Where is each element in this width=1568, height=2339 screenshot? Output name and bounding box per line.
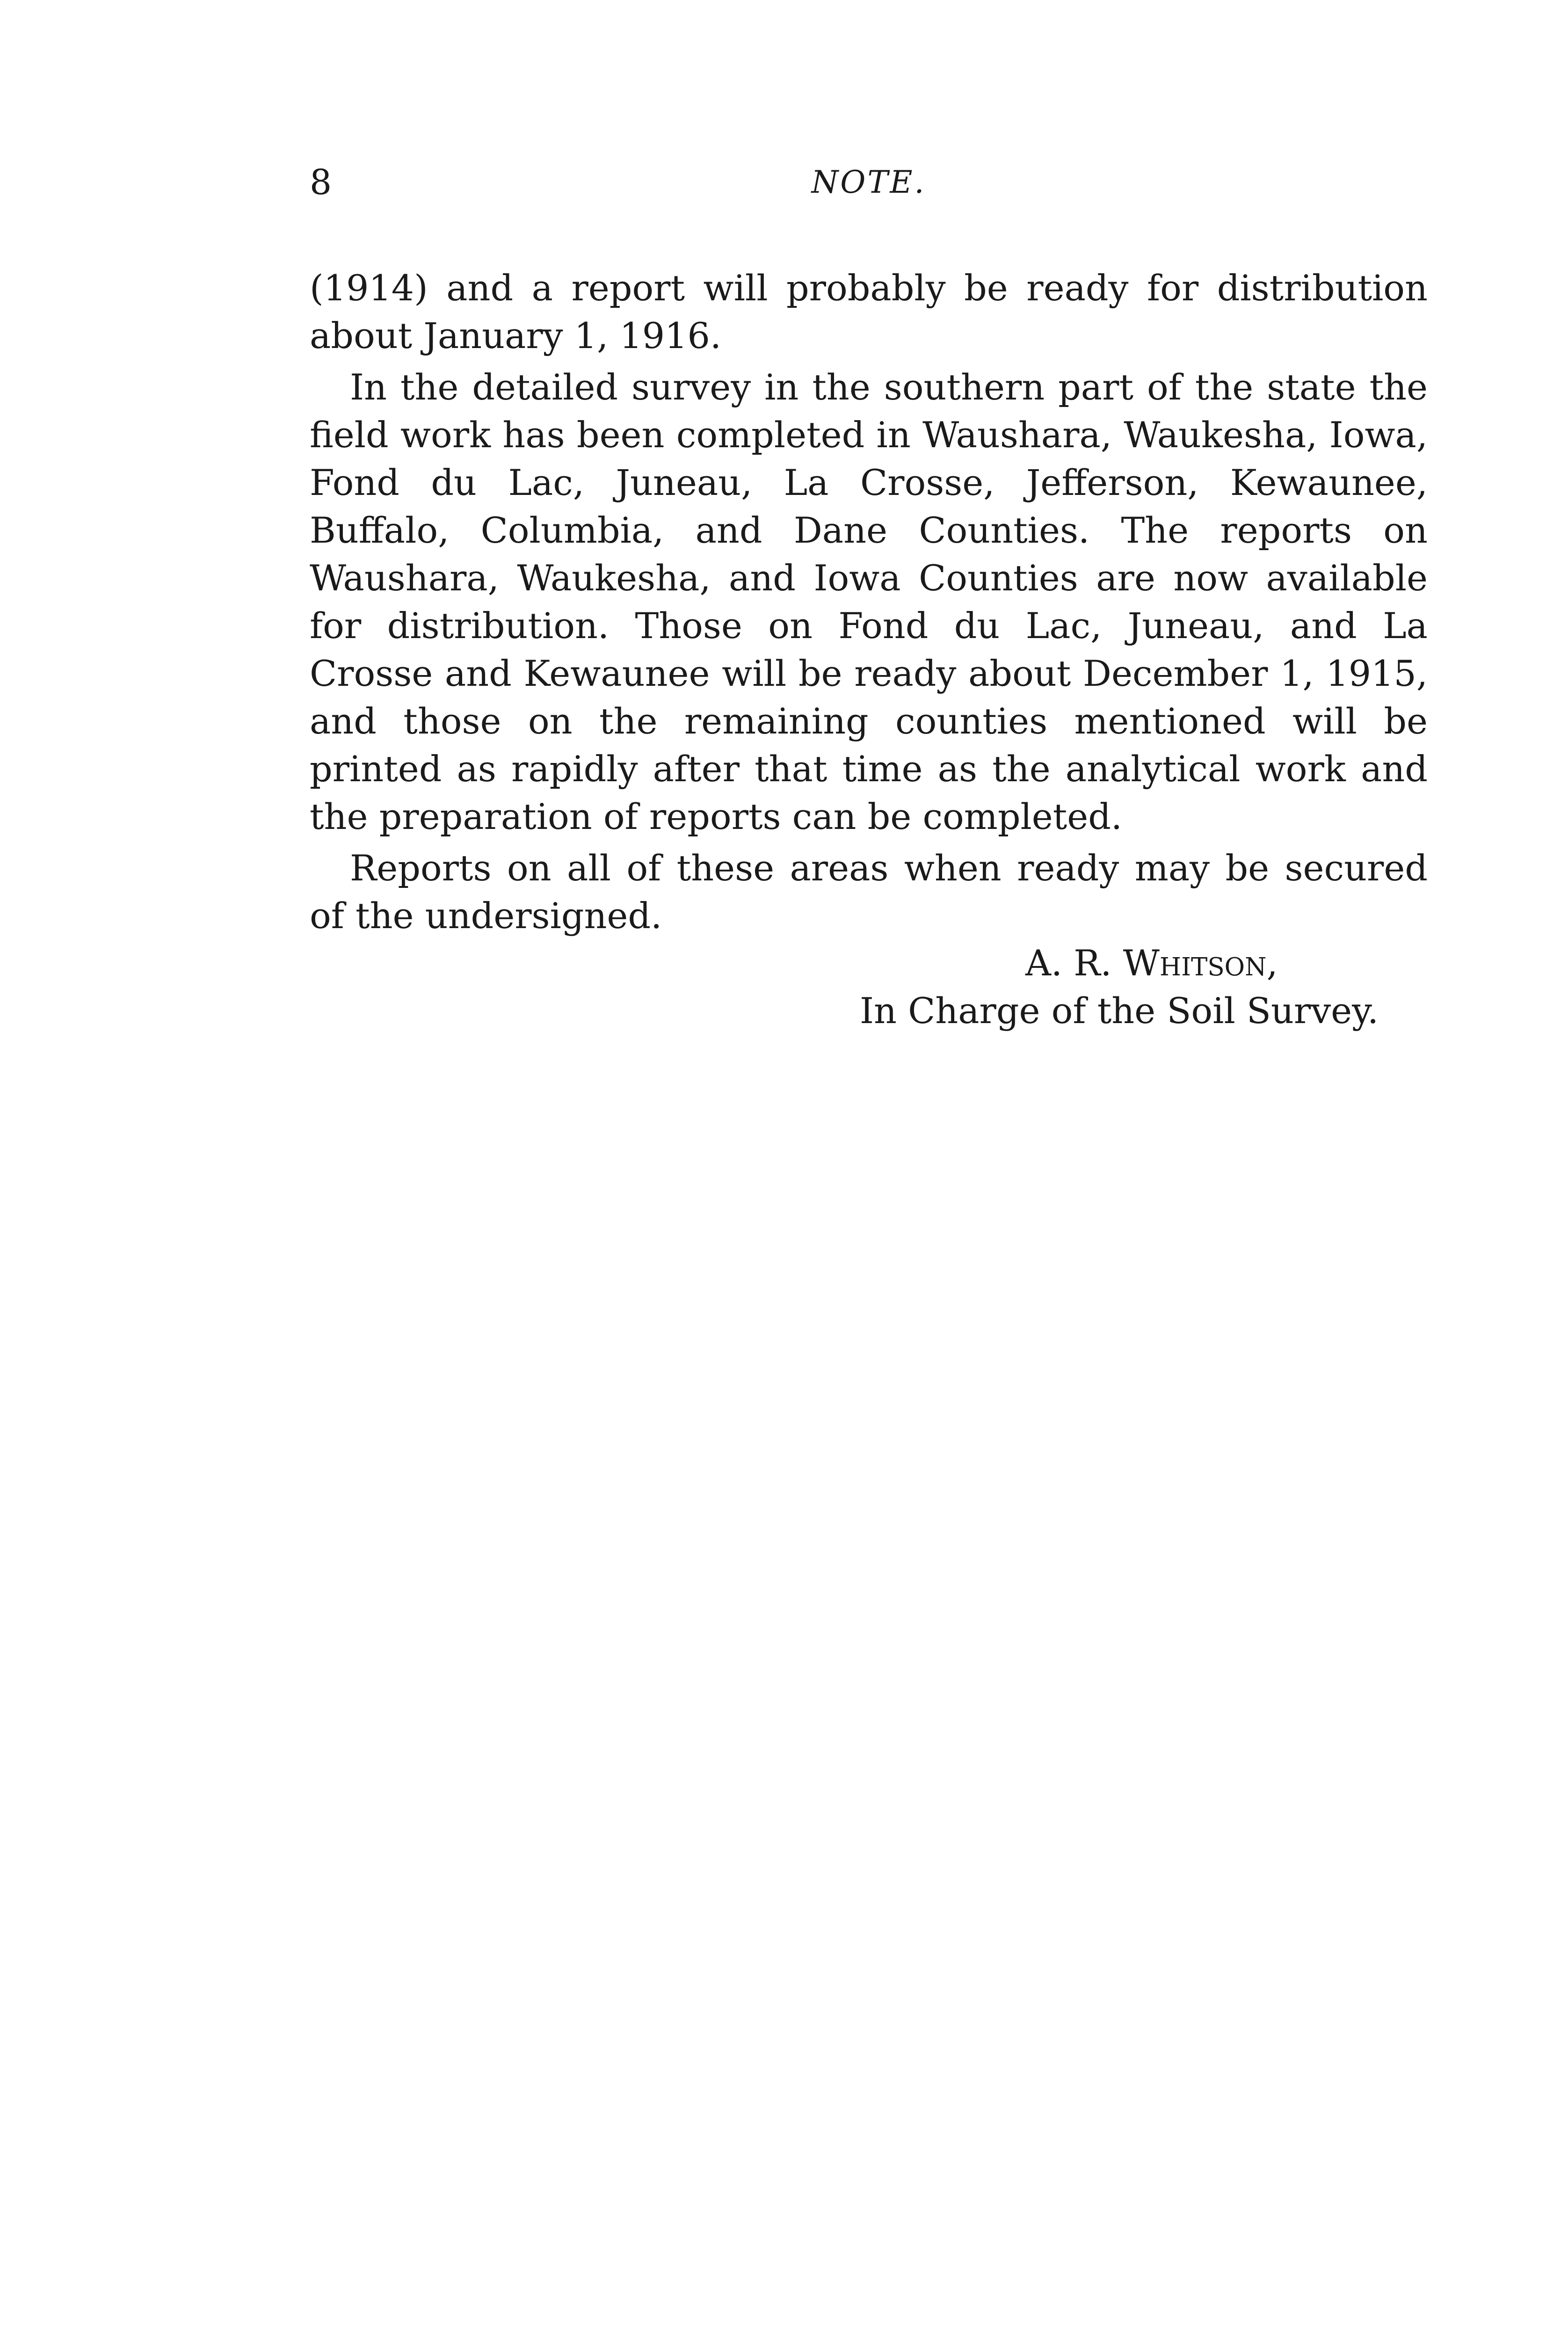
signature-name: A. R. Whitson,	[1025, 942, 1278, 984]
paragraph-reports: Reports on all of these areas when ready may be secured of the undersigned.	[310, 847, 1428, 937]
paragraph-detailed-survey: In the detailed survey in the southern part of the state the field work has been completed in Waushara, Waukesha, Iowa, Fond du Lac, Juneau, La Crosse, Jefferson, Kewaunee, Buffalo, Columbia, and Dane Counties. The reports on Waushara, Waukesha, and Iowa Counties are now available for distribution. Those on Fond du Lac, Juneau, and La Crosse and Kewaunee will be ready about December 1, 1915, and those on the remaining counties mentioned will be printed as rapidly after that time as the analytical work and the preparation of reports can be completed.	[310, 366, 1428, 837]
signature-block	[310, 939, 1428, 1035]
paragraph-continuation: (1914) and a report will probably be ready for distribution about January 1, 1916.	[310, 267, 1428, 356]
body-text	[310, 264, 1428, 944]
page-header	[310, 159, 1428, 211]
page-number: 8	[310, 162, 332, 203]
running-head: NOTE.	[811, 164, 926, 200]
signature-title: In Charge of the Soil Survey.	[860, 990, 1379, 1031]
